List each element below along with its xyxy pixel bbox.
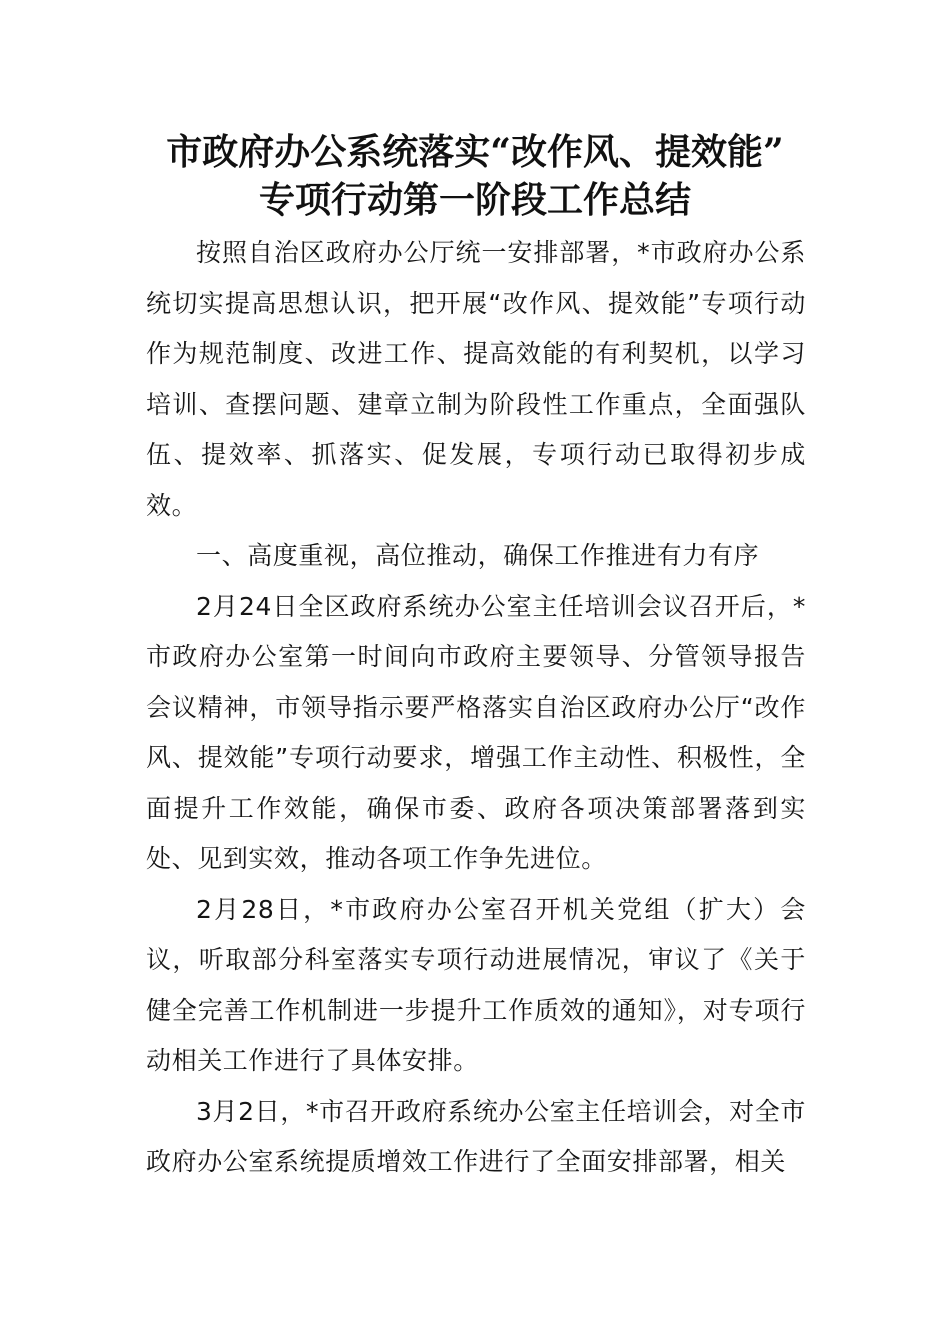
section-heading: 一、高度重视，高位推动，确保工作推进有力有序 — [196, 541, 760, 570]
document-title-line2: 专项行动第一阶段工作总结 — [258, 179, 691, 221]
intro-paragraph: 按照自治区政府办公厅统一安排部署，*市政府办公系统切实提高思想认识，把开展“改作风、提效能”专项行动作为规范制度、改进工作、提高效能的有利契机，以学习培训、查摆问题、建章立制为阶段性工作重点，全面强队伍、提效率、抓落实、促发展，专项行动已取得初步成效。 — [146, 238, 806, 520]
document-body — [146, 228, 806, 1188]
document-title-line1: 市政府办公系统落实“改作风、提效能” — [166, 131, 784, 173]
body-paragraph: 3月2日，*市召开政府系统办公室主任培训会，对全市政府办公室系统提质增效工作进行了全面安排部署，相关 — [146, 1096, 806, 1176]
body-paragraph: 2月24日全区政府系统办公室主任培训会议召开后，*市政府办公室第一时间向市政府主要领导、分管领导报告会议精神，市领导指示要严格落实自治区政府办公厅“改作风、提效能”专项行动要求，增强工作主动性、积极性，全面提升工作效能，确保市委、政府各项决策部署落到实处、见到实效，推动各项工作争先进位。 — [146, 591, 806, 873]
body-paragraph: 2月28日，*市政府办公室召开机关党组（扩大）会议，听取部分科室落实专项行动进展情况，审议了《关于健全完善工作机制进一步提升工作质效的通知》，对专项行动相关工作进行了具体安排。 — [146, 894, 806, 1075]
